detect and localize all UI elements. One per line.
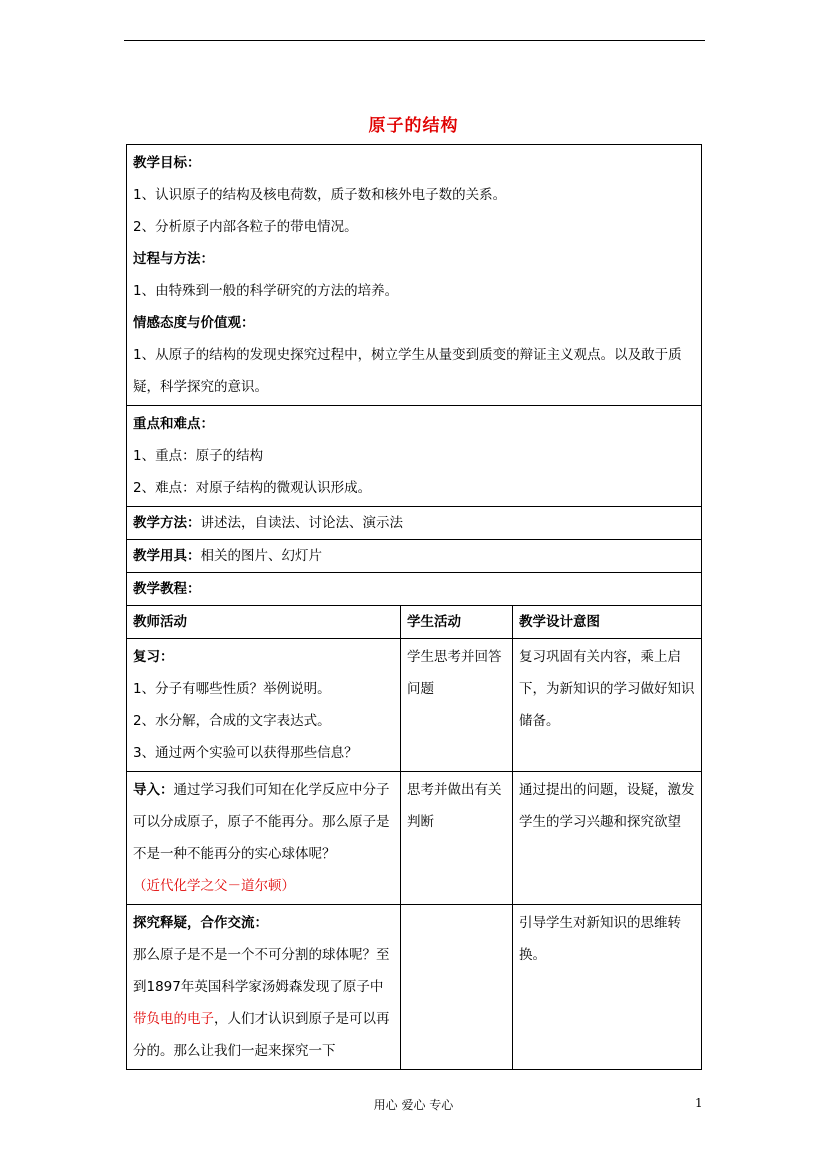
- key-point-item: 1、重点：原子的结构: [133, 448, 264, 464]
- key-points-row: [127, 406, 702, 507]
- student-activity: 学生思考并回答问题: [407, 649, 502, 697]
- method-value: 讲述法，自读法、讨论法、演示法: [200, 515, 403, 531]
- explore-text: ，人们才认识到原子是可以再分的。那么让我们一起来探究一下: [133, 1011, 390, 1059]
- col-intent: 教学设计意图: [513, 606, 702, 639]
- key-point-item: 2、难点：对原子结构的微观认识形成。: [133, 480, 372, 496]
- goals-heading: 教学目标：: [133, 155, 201, 171]
- page-title: 原子的结构: [368, 116, 459, 136]
- lesson-table: [126, 144, 702, 1070]
- method-row: [127, 507, 702, 540]
- tools-row: [127, 540, 702, 573]
- column-header-row: [127, 606, 702, 639]
- review-line: 2、水分解，合成的文字表达式。: [133, 713, 331, 729]
- emotion-heading: 情感态度与价值观：: [133, 315, 255, 331]
- design-intent: 复习巩固有关内容，乘上启下，为新知识的学习做好知识储备。: [519, 649, 695, 729]
- method-label: 教学方法：: [133, 515, 201, 531]
- intro-heading: 导入：: [133, 782, 174, 798]
- process-heading: 过程与方法：: [133, 251, 214, 267]
- explore-heading: 探究释疑，合作交流：: [133, 915, 268, 931]
- intro-note: （近代化学之父－道尔顿）: [133, 878, 295, 894]
- tools-label: 教学用具：: [133, 548, 201, 564]
- review-line: 1、分子有哪些性质？举例说明。: [133, 681, 331, 697]
- course-row: [127, 573, 702, 606]
- col-teacher: 教师活动: [127, 606, 401, 639]
- page-number: 1: [695, 1096, 703, 1110]
- emotion-item: 1、从原子的结构的发现史探究过程中，树立学生从量变到质变的辩证主义观点。以及敢于质疑，科学探究的意识。: [133, 347, 682, 395]
- design-intent: 引导学生对新知识的思维转换。: [519, 915, 681, 963]
- goal-item: 1、认识原子的结构及核电荷数，质子数和核外电子数的关系。: [133, 187, 507, 203]
- table-row: [127, 905, 702, 1070]
- explore-text: 那么原子是不是一个不可分割的球体呢？至到1897年英国科学家汤姆森发现了原子中: [133, 947, 390, 995]
- process-item: 1、由特殊到一般的科学研究的方法的培养。: [133, 283, 399, 299]
- header-rule: [124, 40, 705, 41]
- design-intent: 通过提出的问题，设疑，激发学生的学习兴趣和探究欲望: [519, 782, 695, 830]
- review-heading: 复习：: [133, 649, 174, 665]
- goals-row: [127, 145, 702, 406]
- course-label: 教学教程：: [133, 581, 201, 597]
- explore-highlight: 带负电的电子: [133, 1011, 214, 1027]
- review-line: 3、通过两个实验可以获得那些信息？: [133, 745, 358, 761]
- table-row: [127, 639, 702, 772]
- page-footer: 用心 爱心 专心: [373, 1098, 454, 1112]
- goal-item: 2、分析原子内部各粒子的带电情况。: [133, 219, 358, 235]
- table-row: [127, 772, 702, 905]
- intro-text: 通过学习我们可知在化学反应中分子可以分成原子，原子不能再分。那么原子是不是一种不能再分的实心球体呢？: [133, 782, 390, 862]
- student-activity: 思考并做出有关判断: [407, 782, 502, 830]
- tools-value: 相关的图片、幻灯片: [200, 548, 322, 564]
- key-points-heading: 重点和难点：: [133, 416, 214, 432]
- col-student: 学生活动: [401, 606, 513, 639]
